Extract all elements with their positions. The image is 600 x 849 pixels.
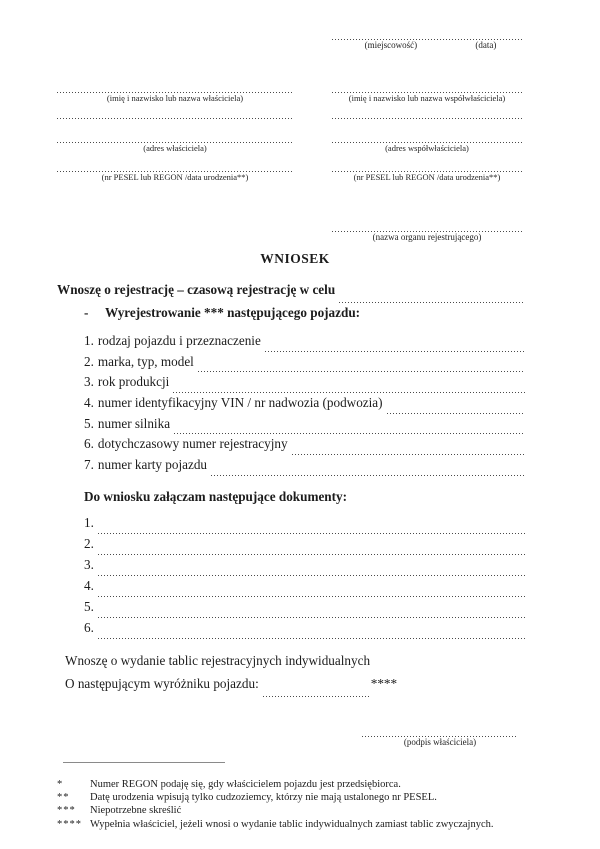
coowner-address-field-1[interactable] bbox=[332, 109, 522, 119]
document-4-field[interactable] bbox=[98, 593, 525, 597]
field-label: numer karty pojazdu bbox=[97, 457, 208, 473]
document-2-field[interactable] bbox=[98, 551, 525, 555]
deregistration-text: Wyrejestrowanie *** następującego pojazdu: bbox=[105, 305, 361, 320]
document-number: 5. bbox=[84, 599, 94, 614]
vehicle-field-row bbox=[84, 395, 525, 416]
vehicle-field-row bbox=[84, 333, 525, 354]
footnote-row bbox=[57, 804, 549, 817]
coowner-id-label: (nr PESEL lub REGON /data urodzenia**) bbox=[353, 172, 501, 182]
place-label: (miejscowość) bbox=[364, 40, 418, 50]
coowner-name-label: (imię i nazwisko lub nazwa współwłaściciela) bbox=[348, 93, 506, 103]
field-number: 2. bbox=[84, 353, 94, 369]
coowner-id-field[interactable] bbox=[332, 162, 522, 172]
coowner-name-field[interactable] bbox=[332, 83, 522, 93]
current-registration-field[interactable] bbox=[292, 451, 525, 455]
documents-list bbox=[84, 515, 525, 641]
document-number: 1. bbox=[84, 515, 94, 530]
owner-address-field-2[interactable] bbox=[57, 133, 293, 143]
document-row bbox=[84, 620, 525, 641]
footnote-marker: *** bbox=[57, 805, 76, 817]
vehicle-field-row bbox=[84, 436, 525, 457]
field-label: rodzaj pojazdu i przeznaczenie bbox=[97, 333, 261, 348]
field-label: numer silnika bbox=[97, 415, 171, 431]
plates-line1: Wnoszę o wydanie tablic rejestracyjnych indywidualnych bbox=[65, 653, 371, 668]
footnote-marker: **** bbox=[57, 818, 82, 830]
date-label: (data) bbox=[475, 40, 497, 50]
request-row bbox=[57, 282, 525, 305]
field-number: 3. bbox=[84, 374, 94, 390]
place-date-block bbox=[332, 30, 522, 51]
field-number: 5. bbox=[84, 415, 94, 431]
plates-line2-prefix: O następującym wyróżniku pojazdu: bbox=[65, 676, 259, 691]
documents-section bbox=[84, 489, 525, 641]
document-row bbox=[84, 578, 525, 599]
field-label: dotychczasowy numer rejestracyjny bbox=[97, 436, 288, 452]
footnotes bbox=[57, 778, 549, 831]
field-number: 1. bbox=[84, 333, 94, 348]
document-row bbox=[84, 599, 525, 620]
footnote-marker: * bbox=[57, 779, 64, 790]
owner-address-label: (adres właściciela) bbox=[143, 143, 207, 153]
field-number: 6. bbox=[84, 436, 94, 452]
vehicle-field-row bbox=[84, 457, 525, 478]
request-purpose-field[interactable] bbox=[339, 299, 525, 303]
document-row bbox=[84, 536, 525, 557]
owner-address-field-1[interactable] bbox=[57, 109, 293, 119]
documents-heading: Do wniosku załączam następujące dokumenty: bbox=[84, 489, 348, 504]
field-number: 4. bbox=[84, 395, 94, 411]
vin-field[interactable] bbox=[387, 410, 525, 414]
signature-field[interactable] bbox=[362, 727, 518, 737]
coowner-address-field-2[interactable] bbox=[332, 133, 522, 143]
footnote-text: Wypełnia właściciel, jeżeli wnosi o wydanie tablic indywidualnych zamiast tablic zwyczajnych. bbox=[90, 818, 494, 830]
owner-name-field[interactable] bbox=[57, 83, 293, 93]
footnote-row bbox=[57, 818, 549, 831]
document-row bbox=[84, 515, 525, 536]
vehicle-field-row bbox=[84, 416, 525, 437]
coowner-address-label: (adres współwłaściciela) bbox=[385, 143, 469, 153]
request-section bbox=[57, 282, 525, 478]
footnote-marker: ** bbox=[57, 792, 70, 804]
document-5-field[interactable] bbox=[98, 614, 525, 618]
vehicle-card-field[interactable] bbox=[211, 472, 525, 476]
plates-section bbox=[65, 653, 525, 699]
owner-name-label: (imię i nazwisko lub nazwa właściciela) bbox=[106, 93, 244, 103]
make-model-field[interactable] bbox=[198, 368, 525, 372]
document-6-field[interactable] bbox=[98, 635, 525, 639]
plates-line2 bbox=[65, 676, 525, 699]
document-row bbox=[84, 557, 525, 578]
plate-identifier-field[interactable] bbox=[263, 693, 371, 697]
footnote-text: Niepotrzebne skreślić bbox=[90, 805, 182, 817]
signature-block bbox=[362, 727, 518, 748]
place-date-field[interactable] bbox=[332, 30, 522, 40]
coowner-block bbox=[332, 83, 522, 183]
footnote-separator bbox=[63, 762, 225, 763]
authority-field[interactable] bbox=[332, 222, 522, 232]
footnote-row bbox=[57, 791, 549, 804]
bullet-dash: - bbox=[84, 305, 89, 320]
signature-label: (podpis właściciela) bbox=[403, 737, 477, 747]
request-text: Wnoszę o rejestrację – czasową rejestrację w celu bbox=[57, 282, 336, 297]
vehicle-field-row bbox=[84, 374, 525, 395]
field-label: rok produkcji bbox=[97, 374, 170, 390]
document-number: 3. bbox=[84, 557, 94, 572]
footnote-row bbox=[57, 778, 549, 791]
owner-block bbox=[57, 83, 293, 183]
deregistration-row bbox=[57, 305, 525, 328]
owner-id-label: (nr PESEL lub REGON /data urodzenia**) bbox=[101, 172, 249, 182]
footnote-text: Numer REGON podaję się, gdy właścicielem pojazdu jest przedsiębiorca. bbox=[90, 779, 401, 790]
vehicle-type-field[interactable] bbox=[265, 348, 525, 352]
vehicle-fields-list bbox=[57, 333, 525, 478]
document-3-field[interactable] bbox=[98, 572, 525, 576]
vehicle-field-row bbox=[84, 354, 525, 375]
authority-label: (nazwa organu rejestrującego) bbox=[372, 232, 482, 242]
document-1-field[interactable] bbox=[98, 530, 525, 534]
document-number: 6. bbox=[84, 620, 94, 635]
field-label: numer identyfikacyjny VIN / nr nadwozia (podwozia) bbox=[97, 395, 383, 411]
field-number: 7. bbox=[84, 457, 94, 473]
authority-block bbox=[332, 222, 522, 243]
plates-line2-suffix: **** bbox=[370, 676, 398, 691]
engine-number-field[interactable] bbox=[174, 430, 525, 434]
owner-id-field[interactable] bbox=[57, 162, 293, 172]
field-label: marka, typ, model bbox=[97, 353, 194, 369]
production-year-field[interactable] bbox=[173, 389, 525, 393]
document-number: 4. bbox=[84, 578, 94, 593]
form-title: WNIOSEK bbox=[260, 251, 330, 266]
document-number: 2. bbox=[84, 536, 94, 551]
footnote-text: Datę urodzenia wpisują tylko cudzoziemcy, którzy nie mają ustalonego nr PESEL. bbox=[90, 792, 437, 804]
